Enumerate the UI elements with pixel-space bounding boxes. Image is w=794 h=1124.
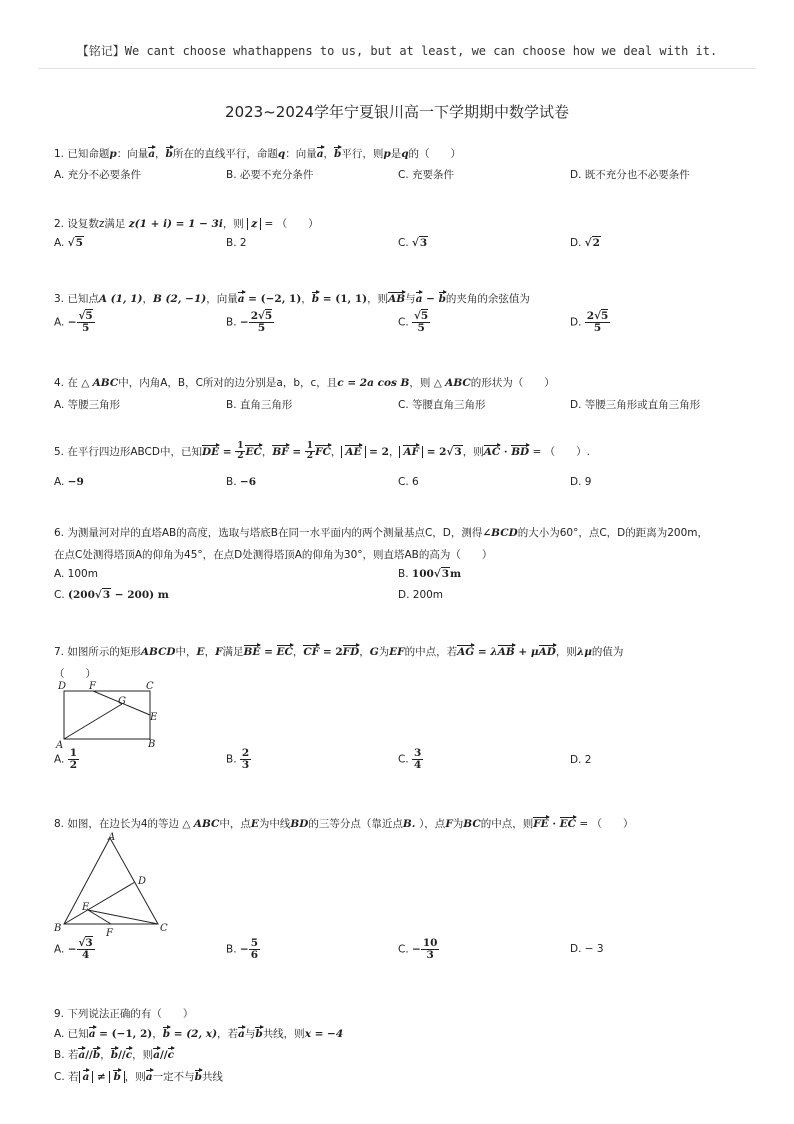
label-c: C xyxy=(160,923,168,934)
segment-ec xyxy=(88,910,158,924)
question-3: 3. 已知点A (1, 1)，B (2, −1)，向量a = (−2, 1)，b = (1, 1)，则AB与a − b的夹角的余弦值为 xyxy=(54,293,530,305)
segment-ag xyxy=(64,704,122,739)
q1-option-a: A. 充分不必要条件 xyxy=(54,169,142,181)
q2-option-c: C. √3 xyxy=(398,237,428,249)
q5-option-b: B. −6 xyxy=(226,476,256,488)
rectangle-abcd xyxy=(64,691,150,739)
q2-option-d: D. √2 xyxy=(570,237,600,249)
q1-option-d: D. 既不充分也不必要条件 xyxy=(570,169,690,181)
q1-option-c: C. 充要条件 xyxy=(398,169,455,181)
question-7-answer-paren: （ ） xyxy=(54,668,96,680)
question-4: 4. 在 △ ABC中，内角A，B，C所对的边分别是a，b，c，且c = 2a cos B，则 △ ABC的形状为（ ） xyxy=(54,377,555,389)
label-g: G xyxy=(118,696,126,707)
page-title: 2023~2024学年宁夏银川高一下学期期中数学试卷 xyxy=(225,103,569,121)
label-d: D xyxy=(58,681,67,692)
label-d: D xyxy=(138,876,147,887)
question-6-line-2: 在点C处测得塔顶A的仰角为45°，在点D处测得塔顶A的仰角为30°，则直塔AB的高为（ ） xyxy=(54,549,493,561)
motto-banner: 【铭记】We cant choose whathappens to us, but at least, we can choose how we deal with it. xyxy=(76,44,718,58)
q8-triangle-figure xyxy=(52,830,176,938)
q6-option-a: A. 100m xyxy=(54,568,98,580)
q6-option-c: C. (200√3 − 200) m xyxy=(54,589,169,601)
q7-option-a: A. $\frac{1}{2}$ xyxy=(54,747,77,772)
header-divider xyxy=(38,68,756,69)
q9-option-a: A. 已知a = (−1, 2)，b = (2, x)，若a与b共线，则x = −4 xyxy=(54,1028,344,1040)
q7-option-b: B. $\frac{2}{3}$ xyxy=(226,747,250,772)
label-a: A xyxy=(56,740,64,751)
question-7: 7. 如图所示的矩形ABCD中，E，F满足BE = EC，CF = 2FD，G为EF的中点，若AG = λAB + μAD，则λμ的值为 xyxy=(54,646,624,658)
q3-option-a: A. − $\frac{√5}{5}$ xyxy=(54,310,93,335)
q4-option-a: A. 等腰三角形 xyxy=(54,399,121,411)
q2-option-b: B. 2 xyxy=(226,237,247,249)
label-e: E xyxy=(82,902,90,913)
q3-option-b: B. − $\frac{2√5}{5}$ xyxy=(226,310,273,335)
q3-option-d: D. $\frac{2√5}{5}$ xyxy=(570,310,609,335)
q7-option-d: D. 2 xyxy=(570,754,592,766)
q9-option-c: C. 若 a ≠ b ，则a一定不与b共线 xyxy=(54,1071,223,1083)
label-c: C xyxy=(146,681,154,692)
question-9: 9. 下列说法正确的有（ ） xyxy=(54,1008,194,1020)
label-f: F xyxy=(89,681,96,692)
question-1: 1. 已知命题p：向量a，b所在的直线平行，命题q：向量a，b平行，则p是q的（ ） xyxy=(54,148,462,160)
label-f: F xyxy=(106,928,113,938)
question-2: 2. 设复数z满足 z(1 + i) = 1 − 3i，则 z = （ ） xyxy=(54,218,319,230)
q5-option-d: D. 9 xyxy=(570,476,592,488)
label-b: B xyxy=(54,923,62,934)
q1-option-b: B. 必要不充分条件 xyxy=(226,169,314,181)
label-a: A xyxy=(108,832,116,843)
label-b: B xyxy=(148,739,156,750)
q8-option-b: B. − $\frac{5}{6}$ xyxy=(226,937,259,962)
q6-option-d: D. 200m xyxy=(398,589,444,601)
question-6-line-1: 6. 为测量河对岸的直塔AB的高度，选取与塔底B在同一水平面内的两个测量基点C，D，测得∠BCD的大小为60°，点C，D的距离为200m， xyxy=(54,527,709,539)
question-5: 5. 在平行四边形ABCD中，已知DE = $\frac{1}{2}$ EC，BF = $\frac{1}{2}$ FC， AE = 2， AF = 2√3，则AC · BD = （ ）. xyxy=(54,441,590,462)
q4-option-c: C. 等腰直角三角形 xyxy=(398,399,486,411)
q4-option-b: B. 直角三角形 xyxy=(226,399,293,411)
question-8: 8. 如图，在边长为4的等边 △ ABC中，点E为中线BD的三等分点（靠近点B. ），点F为BC的中点，则FE · EC = （ ） xyxy=(54,818,634,830)
q8-option-d: D. − 3 xyxy=(570,943,604,955)
q6-option-b: B. 100√3m xyxy=(398,568,462,580)
q2-option-a: A. √5 xyxy=(54,237,83,249)
q3-option-c: C. $\frac{√5}{5}$ xyxy=(398,310,429,335)
q9-option-b: B. 若a//b，b//c，则a//c xyxy=(54,1049,175,1061)
q5-option-a: A. −9 xyxy=(54,476,84,488)
q5-option-c: C. 6 xyxy=(398,476,419,488)
label-e: E xyxy=(150,712,158,723)
q8-option-c: C. − $\frac{10}{3}$ xyxy=(398,937,438,962)
q7-rectangle-figure xyxy=(54,678,170,752)
q8-option-a: A. − $\frac{√3}{4}$ xyxy=(54,937,93,962)
q7-option-c: C. $\frac{3}{4}$ xyxy=(398,747,422,772)
q4-option-d: D. 等腰三角形或直角三角形 xyxy=(570,399,701,411)
